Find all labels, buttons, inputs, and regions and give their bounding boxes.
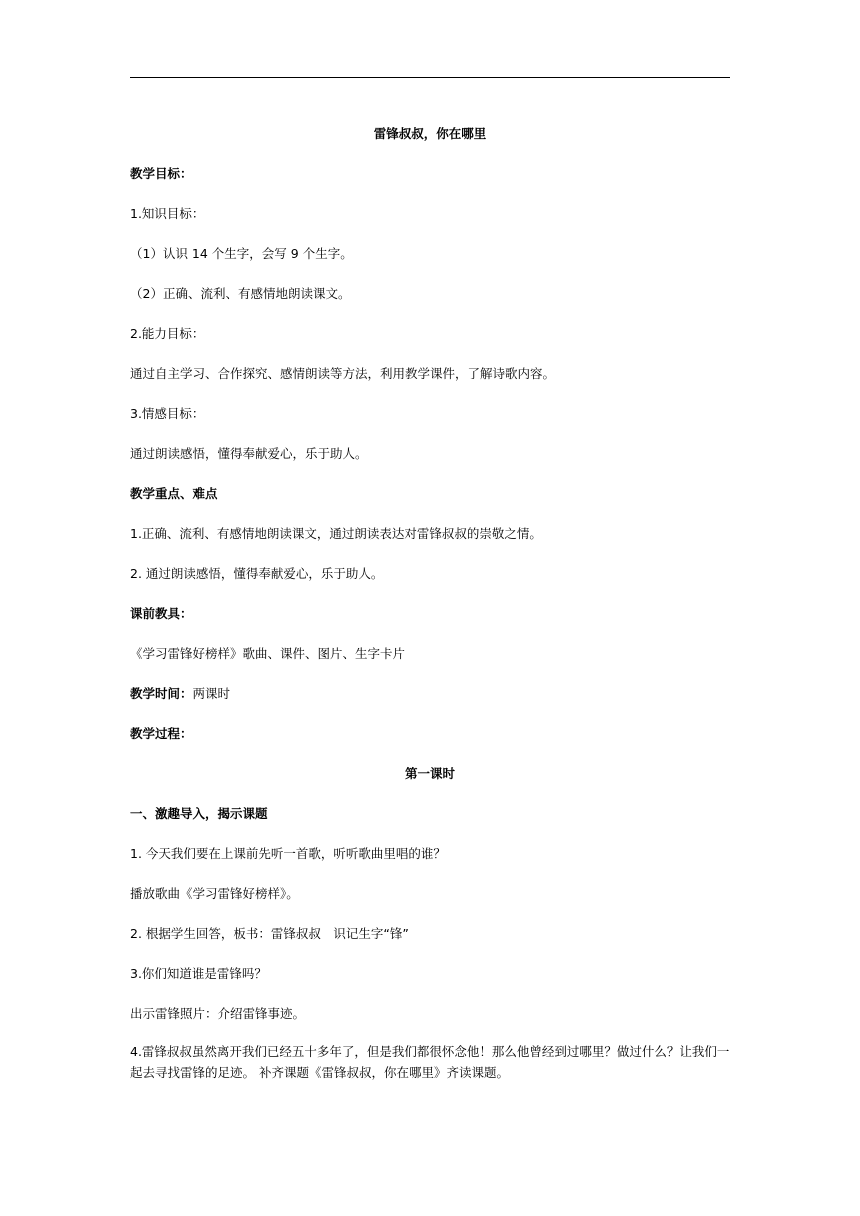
knowledge-heading: 1.知识目标： <box>130 206 205 221</box>
step-3-note: 出示雷锋照片：介绍雷锋事迹。 <box>130 1006 306 1021</box>
key-point-1: 1.正确、流利、有感情地朗读课文，通过朗读表达对雷锋叔叔的崇敬之情。 <box>130 526 542 541</box>
time-label: 教学时间： <box>130 686 193 701</box>
ability-text: 通过自主学习、合作探究、感情朗读等方法，利用教学课件，了解诗歌内容。 <box>130 366 556 381</box>
step-3: 3.你们知道谁是雷锋吗？ <box>130 966 267 981</box>
step-1-note: 播放歌曲《学习雷锋好榜样》。 <box>130 886 299 901</box>
teaching-time <box>130 684 730 704</box>
time-value: 两课时 <box>192 686 231 701</box>
materials-heading: 课前教具： <box>130 606 193 621</box>
step-4: 4.雷锋叔叔虽然离开我们已经五十多年了，但是我们都很怀念他！那么他曾经到过哪里？做过什么？让我们一起去寻找雷锋的足迹。 补齐课题《雷锋叔叔，你在哪里》齐读课题。 <box>130 1044 730 1080</box>
document-title: 雷锋叔叔，你在哪里 <box>373 126 487 141</box>
ability-heading: 2.能力目标： <box>130 326 205 341</box>
knowledge-item-1: （1）认识 14 个生字，会写 9 个生字。 <box>130 246 353 261</box>
materials-text: 《学习雷锋好榜样》歌曲、课件、图片、生字卡片 <box>130 646 406 661</box>
key-point-2: 2. 通过朗读感悟，懂得奉献爱心，乐于助人。 <box>130 566 384 581</box>
process-heading: 教学过程： <box>130 726 193 741</box>
emotion-text: 通过朗读感悟，懂得奉献爱心，乐于助人。 <box>130 446 368 461</box>
step-2: 2. 根据学生回答，板书：雷锋叔叔 识记生字“锋” <box>130 926 409 941</box>
objectives-heading: 教学目标： <box>130 166 193 181</box>
step-1: 1. 今天我们要在上课前先听一首歌，听听歌曲里唱的谁？ <box>130 846 446 861</box>
emotion-heading: 3.情感目标： <box>130 406 205 421</box>
lesson-heading: 第一课时 <box>404 766 455 781</box>
header-rule <box>130 77 730 78</box>
section-1-heading: 一、激趣导入，揭示课题 <box>130 806 268 821</box>
key-points-heading: 教学重点、难点 <box>130 486 218 501</box>
knowledge-item-2: （2）正确、流利、有感情地朗读课文。 <box>130 286 351 301</box>
